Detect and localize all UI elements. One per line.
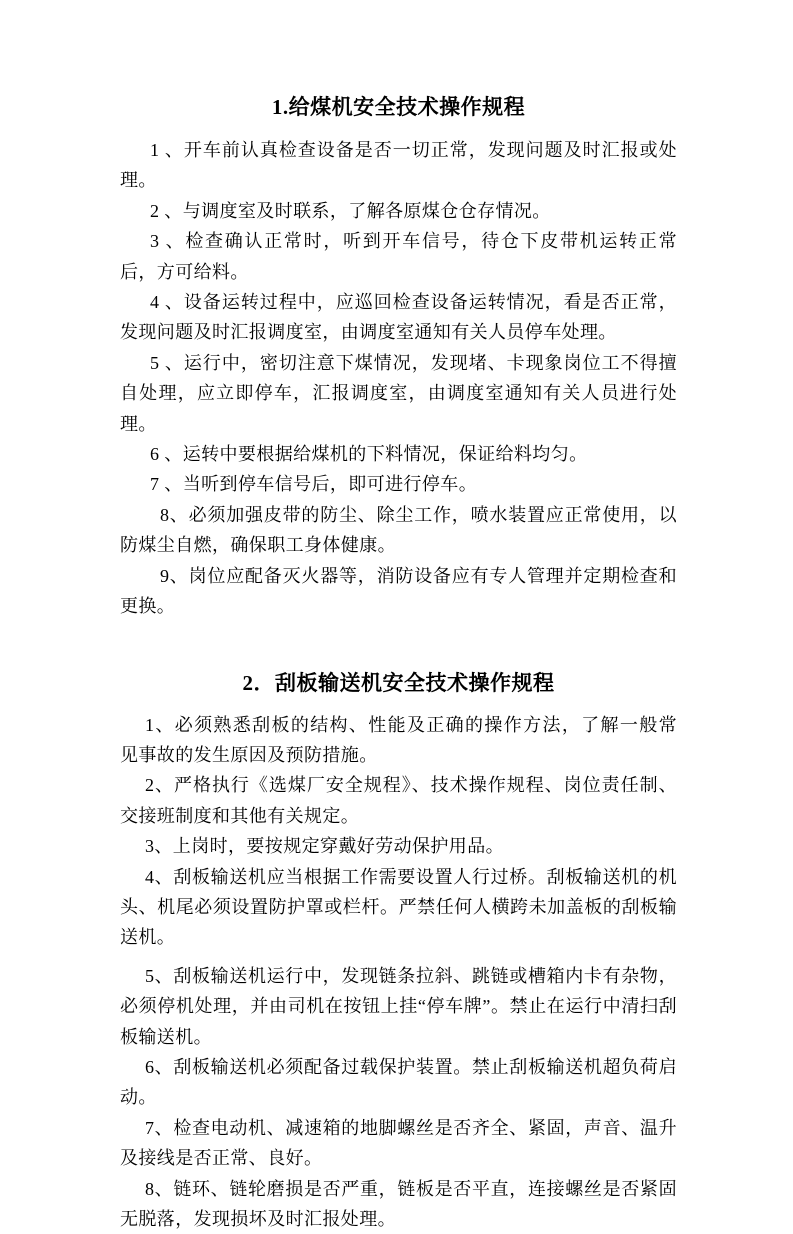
sec1-rule-9: 9、岗位应配备灭火器等，消防设备应有专人管理并定期检查和更换。	[120, 565, 677, 617]
sec1-rule-3: 3 、检查确认正常时，听到开车信号，待仓下皮带机运转正常后，方可给料。	[120, 231, 677, 282]
sec2-rule-7: 7、检查电动机、减速箱的地脚螺丝是否齐全、紧固，声音、温升及接线是否正常、良好。	[120, 1117, 677, 1169]
sec2-rule-2: 2、严格执行《选煤厂安全规程》、技术操作规程、岗位责任制、交接班制度和其他有关规定。	[120, 775, 677, 826]
sec2-rule-1: 1、必须熟悉刮板的结构、性能及正确的操作方法，了解一般常 见事故的发生原因及预防措施。	[120, 714, 714, 765]
sec1-rule-8: 8、必须加强皮带的防尘、除尘工作，喷水装置应正常使用，以防煤尘自燃，确保职工身体健康。	[120, 504, 677, 556]
sec2-rule-5: 5、刮板输送机运行中，发现链条拉斜、跳链或槽箱内卡有杂物，必须停机处理，并由司机在按钮上挂“停车牌”。禁止在运行中清扫刮板输送机。	[120, 965, 677, 1047]
sec2-rule-3: 3、上岗时，要按规定穿戴好劳动保护用品。	[145, 836, 504, 857]
section-1-title: 1.给煤机安全技术操作规程	[271, 95, 526, 119]
sec2-rule-6: 6、刮板输送机必须配备过载保护装置。禁止刮板输送机超负荷启动。	[120, 1056, 677, 1108]
sec1-rule-4: 4 、设备运转过程中，应巡回检查设备运转情况，看是否正常，发现问题及时汇报调度室，由调度室通知有关人员停车处理。	[120, 292, 677, 343]
sec1-rule-5: 5 、运行中，密切注意下煤情况，发现堵、卡现象岗位工不得擅自处理，应立即停车，汇报调度室，由调度室通知有关人员进行处理。	[120, 352, 677, 434]
document-content	[120, 0, 714, 1234]
sec1-rule-2: 2 、与调度室及时联系，了解各原煤仓仓存情况。	[150, 200, 551, 221]
sec1-rule-7: 7 、当听到停车信号后，即可进行停车。	[150, 474, 478, 495]
sec2-rule-4: 4、刮板输送机应当根据工作需要设置人行过桥。刮板输送机的机头、机尾必须设置防护罩或栏杆。严禁任何人横跨未加盖板的刮板输送机。	[120, 866, 677, 948]
sec2-rule-8: 8、链环、链轮磨损是否严重，链板是否平直，连接螺丝是否紧固无脱落，发现损坏及时汇报处理。	[120, 1178, 677, 1229]
sec1-rule-6: 6 、运转中要根据给煤机的下料情况，保证给料均匀。	[150, 444, 588, 465]
sec1-rule-1: 1 、开车前认真检查设备是否一切正常，发现问题及时汇报或处理。	[120, 140, 677, 191]
section-2-title: 2．刮板输送机安全技术操作规程	[242, 670, 555, 695]
